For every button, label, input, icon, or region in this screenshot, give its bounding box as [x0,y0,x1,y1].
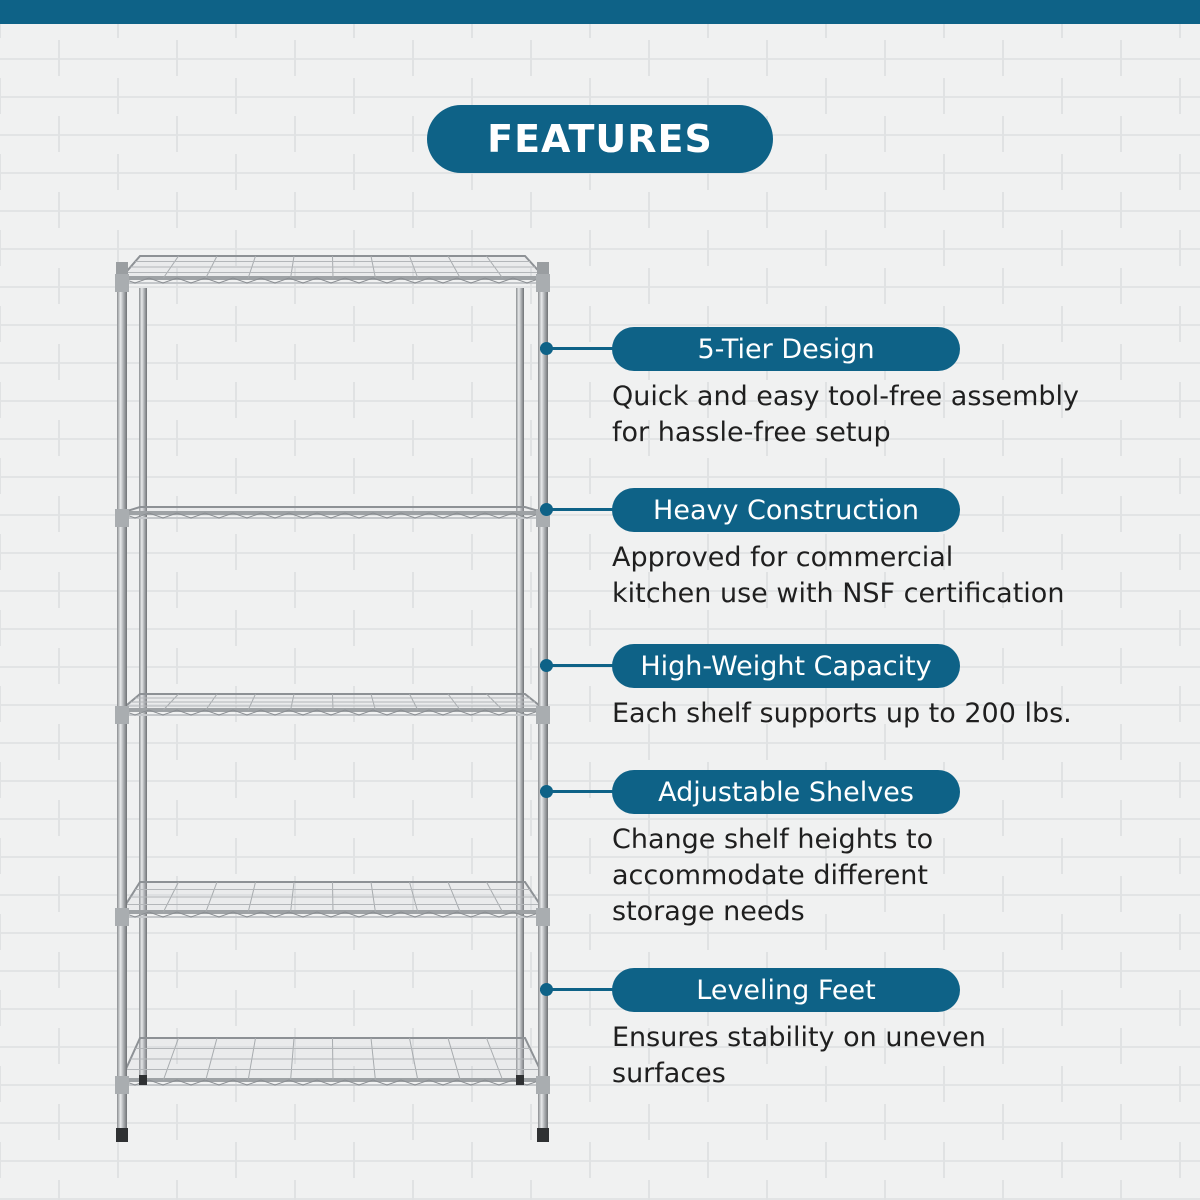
feature-description-line: for hassle-free setup [612,417,891,448]
shelf-collar [536,908,550,926]
feature-title-pill: Adjustable Shelves [612,770,960,814]
shelf-collar [115,1076,129,1094]
front-right-post [538,264,548,1142]
shelf-collar [115,509,129,527]
back-left-post [139,288,147,1083]
shelf-collar [115,274,129,292]
feature-title-pill: High-Weight Capacity [612,644,960,688]
connector-dot [540,503,553,516]
feature-description [612,1020,1172,1092]
feature-description-line: accommodate different [612,860,929,891]
shelf-collar [536,706,550,724]
feature-title-pill: Heavy Construction [612,488,960,532]
connector-dot [540,983,553,996]
feature-description-line: surfaces [612,1058,726,1089]
post-cap [537,262,549,276]
post-cap [116,262,128,276]
leveling-foot [516,1075,524,1085]
shelf-collar [115,908,129,926]
feature-description-line: Ensures stability on uneven [612,1022,986,1053]
feature-description-line: Change shelf heights to [612,824,934,855]
back-right-post [516,288,524,1083]
feature-description [612,379,1172,451]
front-left-post [117,264,127,1142]
feature-description [612,540,1172,612]
leveling-foot [116,1128,128,1142]
connector-dot [540,342,553,355]
feature-description [612,822,1172,930]
shelf-collar [115,706,129,724]
shelf-collar [536,1076,550,1094]
feature-title-pill: Leveling Feet [612,968,960,1012]
leveling-foot [537,1128,549,1142]
feature-title-pill: 5-Tier Design [612,327,960,371]
feature-description-line: storage needs [612,896,805,927]
feature-description-line: kitchen use with NSF certification [612,578,1065,609]
leveling-foot [139,1075,147,1085]
connector-dot [540,659,553,672]
feature-description-line: Quick and easy tool-free assembly [612,381,1079,412]
features-title: FEATURES [427,105,773,173]
feature-description-line: Approved for commercial [612,542,954,573]
feature-description [612,696,1172,732]
feature-description-line: Each shelf supports up to 200 lbs. [612,698,1072,729]
connector-dot [540,785,553,798]
shelf-collar [536,274,550,292]
